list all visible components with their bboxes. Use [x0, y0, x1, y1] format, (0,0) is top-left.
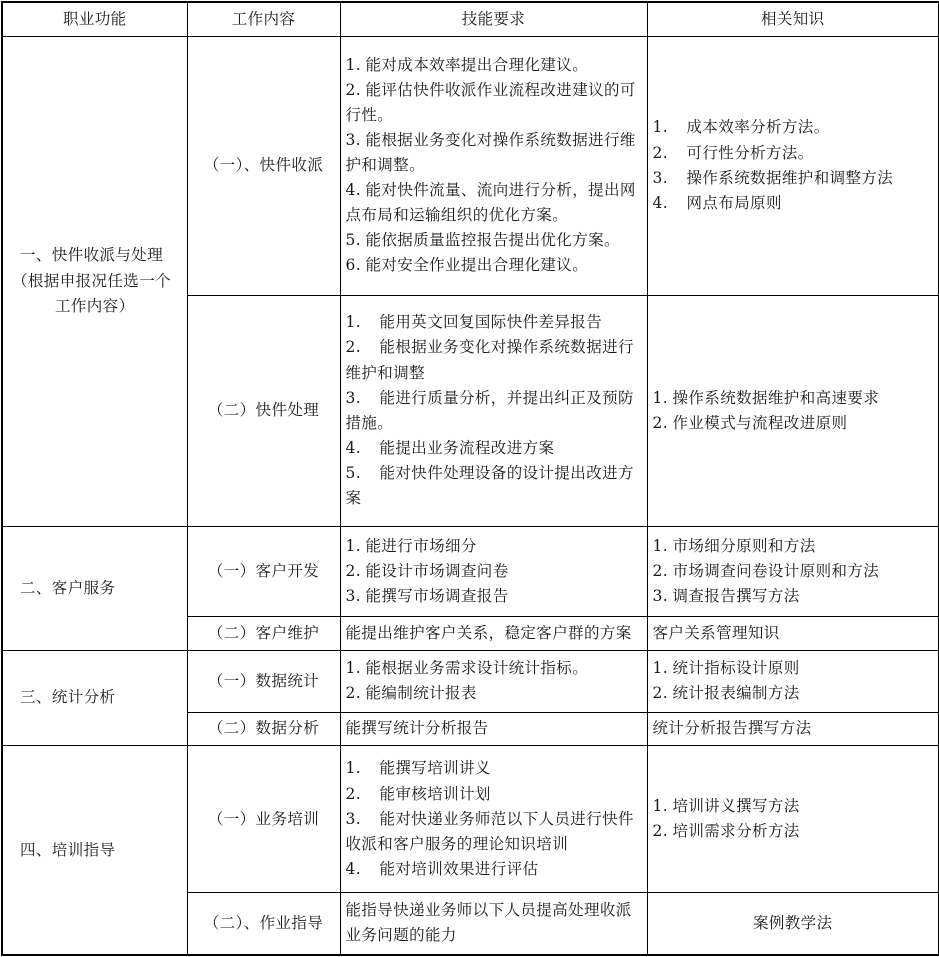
- skills-item: [346, 386, 642, 436]
- knowledge-list: [653, 656, 934, 706]
- skills-item: [346, 53, 642, 78]
- knowledge-item: [653, 819, 934, 844]
- skills-item-text: 能提出业务流程改进方案: [379, 438, 555, 457]
- knowledge-item-text: 统计报表编制方法: [672, 684, 800, 703]
- skills-item-text: 能用英文回复国际快件差异报告: [379, 313, 603, 332]
- column-header-skill: 技能要求: [340, 2, 647, 36]
- knowledge-item: [653, 681, 934, 706]
- knowledge-cell: [647, 36, 939, 295]
- skills-item: [346, 584, 642, 609]
- knowledge-item-number: 1.: [652, 659, 669, 678]
- skills-item: [346, 128, 642, 178]
- knowledge-item: [653, 191, 934, 216]
- knowledge-item-number: 2.: [652, 684, 669, 703]
- skills-item: [346, 228, 642, 253]
- skills-item: [346, 335, 642, 385]
- function-cell: [2, 650, 187, 746]
- skills-item-number: 3.: [345, 388, 362, 407]
- knowledge-item-number: 2.: [652, 561, 669, 580]
- header-row: [2, 2, 939, 36]
- knowledge-item-text: 培训讲义撰写方法: [672, 797, 800, 816]
- knowledge-item-text: 可行性分析方法。: [686, 143, 814, 162]
- function-line: 二、客户服务: [20, 578, 116, 597]
- table-header: [2, 2, 939, 36]
- knowledge-cell: [647, 650, 939, 712]
- skills-item-number: 3.: [345, 586, 362, 605]
- skills-item-text: 能设计市场调查问卷: [365, 561, 509, 580]
- skills-item: [346, 681, 642, 706]
- task-cell: （二）、作业指导: [187, 892, 340, 955]
- function-cell: [2, 36, 187, 526]
- skill-requirements-table: [1, 1, 939, 956]
- skills-item-text: 能撰写培训讲义: [379, 759, 491, 778]
- skills-item-text: 能根据业务变化对操作系统数据进行维护和调整: [345, 338, 634, 382]
- knowledge-item: [653, 794, 934, 819]
- skills-item-number: 2.: [345, 784, 362, 803]
- skill-cell: [340, 295, 647, 526]
- skills-item-text: 能撰写市场调查报告: [365, 586, 509, 605]
- knowledge-item-text: 培训需求分析方法: [672, 822, 800, 841]
- table-row: [2, 526, 939, 616]
- skill-cell: [340, 712, 647, 746]
- knowledge-item: [653, 141, 934, 166]
- skills-item: [346, 656, 642, 681]
- skills-item-number: 3.: [345, 809, 362, 828]
- skills-item-number: 2.: [345, 561, 362, 580]
- knowledge-cell: [647, 712, 939, 746]
- skills-item-text: 能对快件处理设备的设计提出改进方案: [345, 463, 634, 508]
- skills-item: [346, 78, 642, 128]
- knowledge-item: [653, 411, 934, 436]
- function-line: 工作内容）: [54, 296, 135, 315]
- knowledge-item-text: 市场调查问卷设计原则和方法: [672, 561, 880, 580]
- function-line: （根据申报况任选一个: [12, 271, 172, 290]
- skill-text: 能撰写统计分析报告: [345, 719, 489, 738]
- knowledge-item: [653, 166, 934, 191]
- skills-item-number: 4.: [345, 181, 362, 200]
- knowledge-item-number: 2.: [652, 143, 669, 162]
- skill-cell: [340, 746, 647, 893]
- knowledge-text: 客户关系管理知识: [652, 623, 780, 642]
- knowledge-item-number: 1.: [652, 797, 669, 816]
- skills-item-number: 2.: [345, 338, 362, 357]
- skills-item: [346, 253, 642, 278]
- skill-text: 能提出维护客户关系，稳定客户群的方案: [345, 623, 632, 642]
- skills-item-number: 2.: [345, 684, 362, 703]
- task-cell: （二）快件处理: [187, 295, 340, 526]
- skills-list: [346, 53, 642, 279]
- column-header-function: 职业功能: [2, 2, 187, 36]
- skills-item: [346, 436, 642, 461]
- function-cell: [2, 746, 187, 955]
- knowledge-list: [653, 386, 934, 436]
- knowledge-item: [653, 386, 934, 411]
- knowledge-item-text: 成本效率分析方法。: [686, 118, 830, 137]
- task-cell: （二）数据分析: [187, 712, 340, 746]
- knowledge-item-text: 操作系统数据维护和高速要求: [672, 388, 880, 407]
- knowledge-text: 案例教学法: [752, 913, 833, 932]
- task-cell: （一）业务培训: [187, 746, 340, 893]
- skills-item-text: 能对快件流量、流向进行分析，提出网点布局和运输组织的优化方案。: [345, 181, 636, 225]
- knowledge-item: [653, 534, 934, 559]
- skills-list: [346, 310, 642, 511]
- skills-item: [346, 178, 642, 228]
- knowledge-list: [653, 115, 934, 215]
- skills-item-text: 能对培训效果进行评估: [379, 859, 539, 878]
- knowledge-item-number: 3.: [652, 586, 669, 605]
- table-row: [2, 36, 939, 295]
- knowledge-cell: [647, 616, 939, 650]
- skills-list: [346, 656, 642, 706]
- knowledge-item-number: 2.: [652, 822, 669, 841]
- table-body: [2, 36, 939, 955]
- skills-item-number: 1.: [345, 759, 362, 778]
- knowledge-item: [653, 115, 934, 140]
- knowledge-item-number: 4.: [652, 193, 669, 212]
- knowledge-item-text: 市场细分原则和方法: [672, 536, 816, 555]
- skills-item-number: 5.: [345, 231, 362, 250]
- skills-item-text: 能根据业务变化对操作系统数据进行维护和调整。: [345, 130, 636, 175]
- skills-item: [346, 310, 642, 335]
- knowledge-cell: [647, 526, 939, 616]
- function-cell: [2, 526, 187, 650]
- knowledge-text: 统计分析报告撰写方法: [652, 719, 812, 738]
- task-cell: （二）客户维护: [187, 616, 340, 650]
- skills-item-text: 能对快递业务师范以下人员进行快件收派和客户服务的理论知识培训: [345, 809, 634, 853]
- column-header-work: 工作内容: [187, 2, 340, 36]
- skills-item-text: 能依据质量监控报告提出优化方案。: [365, 231, 620, 250]
- knowledge-item: [653, 656, 934, 681]
- skill-cell: [340, 36, 647, 295]
- knowledge-item-number: 2.: [652, 413, 669, 432]
- knowledge-list: [653, 534, 934, 609]
- table-row: [2, 746, 939, 893]
- task-cell: （一）客户开发: [187, 526, 340, 616]
- knowledge-item-text: 统计指标设计原则: [672, 659, 800, 678]
- skills-item: [346, 857, 642, 882]
- knowledge-item: [653, 559, 934, 584]
- skills-item-number: 1.: [345, 313, 362, 332]
- skills-item-number: 3.: [345, 130, 362, 149]
- skills-item-number: 1.: [345, 659, 362, 678]
- skills-item-text: 能审核培训计划: [379, 784, 491, 803]
- knowledge-cell: [647, 892, 939, 955]
- skills-item-text: 能编制统计报表: [365, 684, 477, 703]
- skills-item: [346, 782, 642, 807]
- skills-item-text: 能对安全作业提出合理化建议。: [365, 256, 589, 275]
- skill-cell: [340, 526, 647, 616]
- table-row: [2, 650, 939, 712]
- skills-item-text: 能进行质量分析，并提出纠正及预防措施。: [345, 388, 634, 432]
- skill-cell: [340, 892, 647, 955]
- skill-text: 能指导快递业务师以下人员提高处理收派业务问题的能力: [345, 901, 632, 945]
- knowledge-item-number: 1.: [652, 388, 669, 407]
- skills-item: [346, 534, 642, 559]
- knowledge-item: [653, 584, 934, 609]
- knowledge-item-number: 1.: [652, 536, 669, 555]
- knowledge-cell: [647, 295, 939, 526]
- task-cell: （一）、快件收派: [187, 36, 340, 295]
- skills-item: [346, 559, 642, 584]
- column-header-knowledge: 相关知识: [647, 2, 939, 36]
- function-line: 三、统计分析: [20, 688, 116, 707]
- function-line: 四、培训指导: [20, 840, 116, 859]
- skills-item-number: 4.: [345, 438, 362, 457]
- knowledge-item-text: 作业模式与流程改进原则: [672, 413, 848, 432]
- task-cell: （一）数据统计: [187, 650, 340, 712]
- skills-item-number: 2.: [345, 80, 362, 99]
- skills-list: [346, 534, 642, 609]
- skills-item-number: 4.: [345, 859, 362, 878]
- knowledge-item-number: 1.: [652, 118, 669, 137]
- skills-item-text: 能对成本效率提出合理化建议。: [365, 55, 589, 74]
- skills-item: [346, 461, 642, 511]
- skills-item-number: 1.: [345, 536, 362, 555]
- skills-item-text: 能进行市场细分: [365, 536, 477, 555]
- skills-list: [346, 756, 642, 882]
- skills-item-text: 能根据业务需求设计统计指标。: [365, 659, 589, 678]
- skills-item-text: 能评估快件收派作业流程改进建议的可行性。: [345, 80, 636, 124]
- knowledge-item-text: 调查报告撰写方法: [672, 586, 800, 605]
- knowledge-item-text: 操作系统数据维护和调整方法: [686, 168, 894, 187]
- skill-cell: [340, 650, 647, 712]
- knowledge-item-number: 3.: [652, 168, 669, 187]
- skills-item-number: 6.: [345, 256, 362, 275]
- skills-item: [346, 807, 642, 857]
- skill-cell: [340, 616, 647, 650]
- skills-item-number: 1.: [345, 55, 362, 74]
- skills-item-number: 5.: [345, 463, 362, 482]
- knowledge-cell: [647, 746, 939, 893]
- knowledge-list: [653, 794, 934, 844]
- function-line: 一、快件收派与处理: [20, 246, 164, 265]
- skills-item: [346, 756, 642, 781]
- knowledge-item-text: 网点布局原则: [686, 193, 782, 212]
